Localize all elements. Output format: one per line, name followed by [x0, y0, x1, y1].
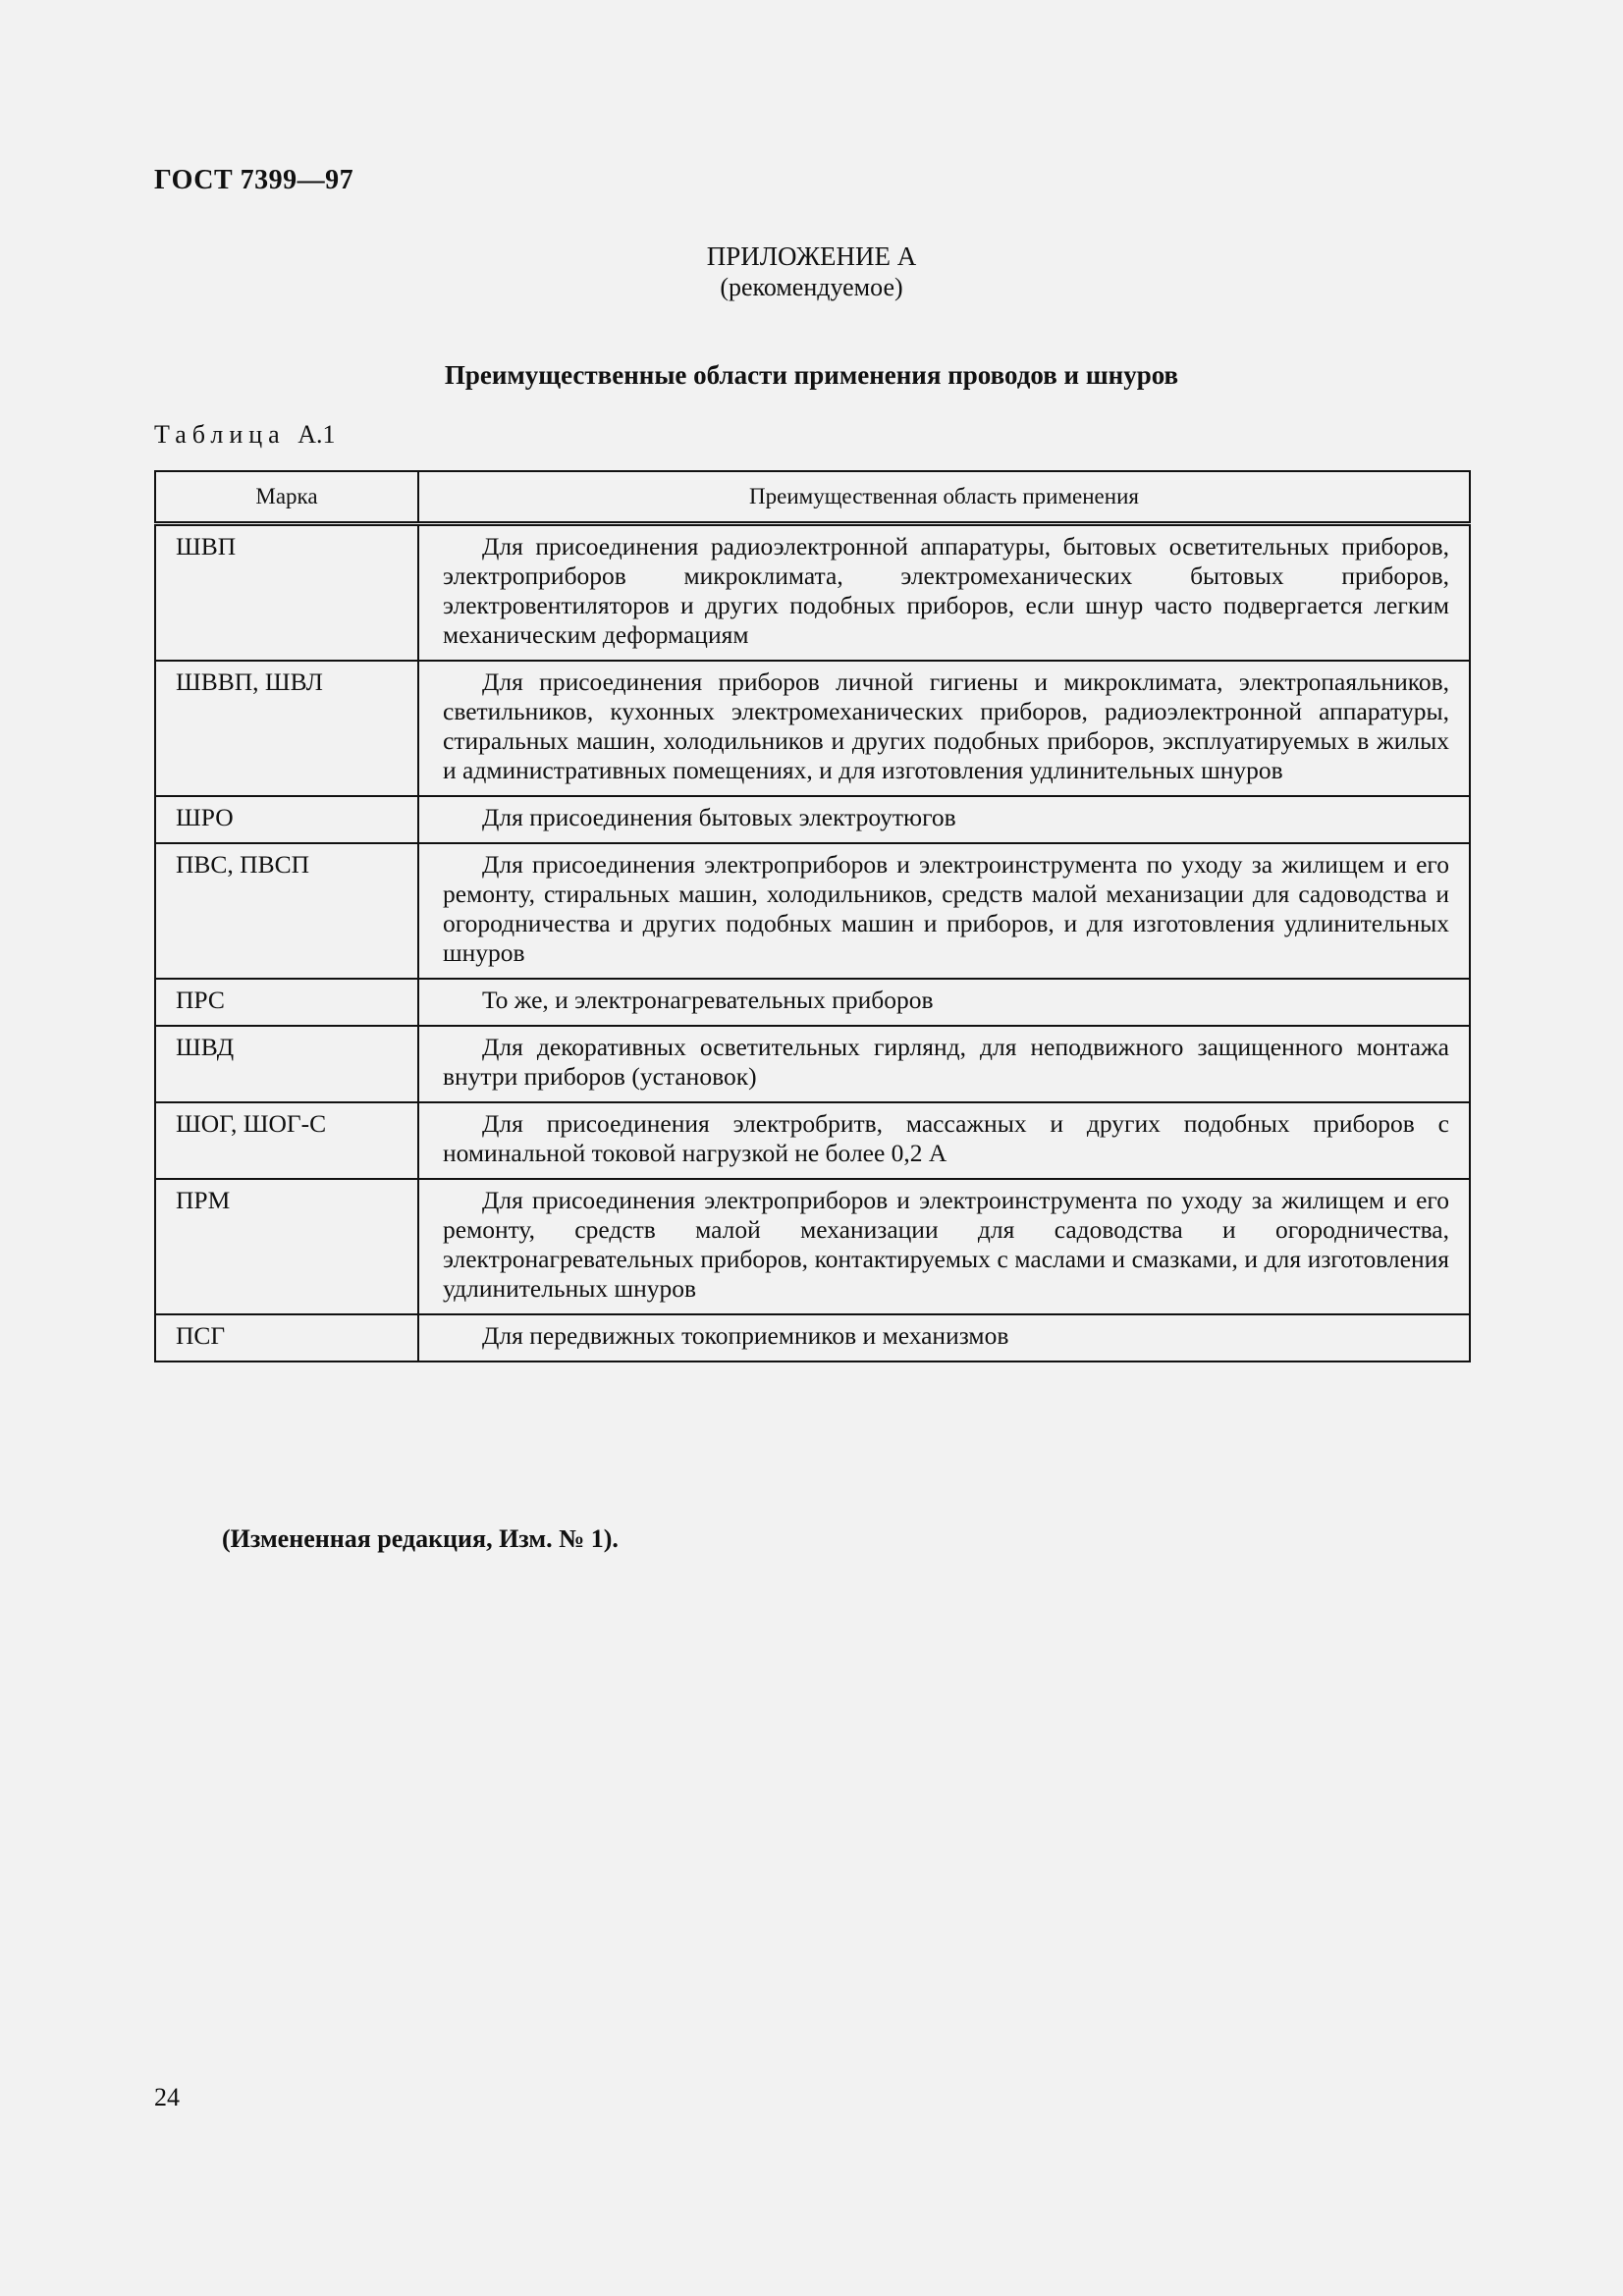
mark-cell: ШВП — [155, 524, 418, 662]
table-row — [155, 1314, 1470, 1362]
table-label-number: А.1 — [298, 420, 336, 449]
mark-cell: ПСГ — [155, 1314, 418, 1362]
mark-cell: ШВД — [155, 1026, 418, 1102]
appendix-heading — [0, 240, 1623, 303]
page-number: 24 — [154, 2083, 180, 2111]
table-row — [155, 661, 1470, 796]
table-header-row — [155, 471, 1470, 524]
table-label — [154, 420, 335, 450]
mark-cell: ШРО — [155, 796, 418, 843]
table-row — [155, 1026, 1470, 1102]
table-row — [155, 1179, 1470, 1314]
appendix-title: ПРИЛОЖЕНИЕ А — [706, 241, 917, 271]
application-cell: То же, и электронагревательных приборов — [418, 979, 1470, 1026]
application-cell: Для присоединения электробритв, массажных и других подобных приборов с номинальной токовой нагрузкой не более 0,2 А — [418, 1102, 1470, 1179]
amendment-note: (Измененная редакция, Изм. № 1). — [222, 1524, 619, 1553]
table-row — [155, 1102, 1470, 1179]
application-cell: Для присоединения электроприборов и электроинструмента по уходу за жилищем и его ремонту, стиральных машин, холодильников, средств малой механизации для садоводства и огородничества и других подобных машин и приборов, и для изготовления удлинительных шнуров — [418, 843, 1470, 979]
mark-cell: ПВС, ПВСП — [155, 843, 418, 979]
mark-cell: ПРМ — [155, 1179, 418, 1314]
mark-cell: ПРС — [155, 979, 418, 1026]
application-cell: Для присоединения радиоэлектронной аппаратуры, бытовых осветительных приборов, электроприборов микроклимата, электромеханических бытовых приборов, электровентиляторов и других подобных приборов, если шнур часто подвергается легким механическим деформациям — [418, 524, 1470, 662]
table-row — [155, 843, 1470, 979]
table-row — [155, 524, 1470, 662]
section-title: Преимущественные области применения проводов и шнуров — [444, 360, 1179, 390]
cords-application-table — [154, 470, 1471, 1362]
table-row — [155, 796, 1470, 843]
mark-cell: ШОГ, ШОГ-С — [155, 1102, 418, 1179]
application-cell: Для присоединения бытовых электроутюгов — [418, 796, 1470, 843]
document-code: ГОСТ 7399—97 — [154, 165, 354, 195]
appendix-subtitle: (рекомендуемое) — [720, 273, 903, 301]
table-row — [155, 979, 1470, 1026]
application-cell: Для декоративных осветительных гирлянд, для неподвижного защищенного монтажа внутри приборов (установок) — [418, 1026, 1470, 1102]
application-cell: Для присоединения электроприборов и электроинструмента по уходу за жилищем и его ремонту, средств малой механизации для садоводства и огородничества, электронагревательных приборов, контактируемых с маслами и смазками, и для изготовления удлинительных шнуров — [418, 1179, 1470, 1314]
table-label-word: Таблица — [154, 420, 286, 449]
column-header-application: Преимущественная область применения — [418, 471, 1470, 524]
mark-cell: ШВВП, ШВЛ — [155, 661, 418, 796]
application-cell: Для передвижных токоприемников и механизмов — [418, 1314, 1470, 1362]
column-header-mark: Марка — [155, 471, 418, 524]
application-cell: Для присоединения приборов личной гигиены и микроклимата, электропаяльников, светильников, кухонных электромеханических приборов, радиоэлектронной аппаратуры, стиральных машин, холодильников и других подобных приборов, эксплуатируемых в жилых и административных помещениях, и для изготовления удлинительных шнуров — [418, 661, 1470, 796]
